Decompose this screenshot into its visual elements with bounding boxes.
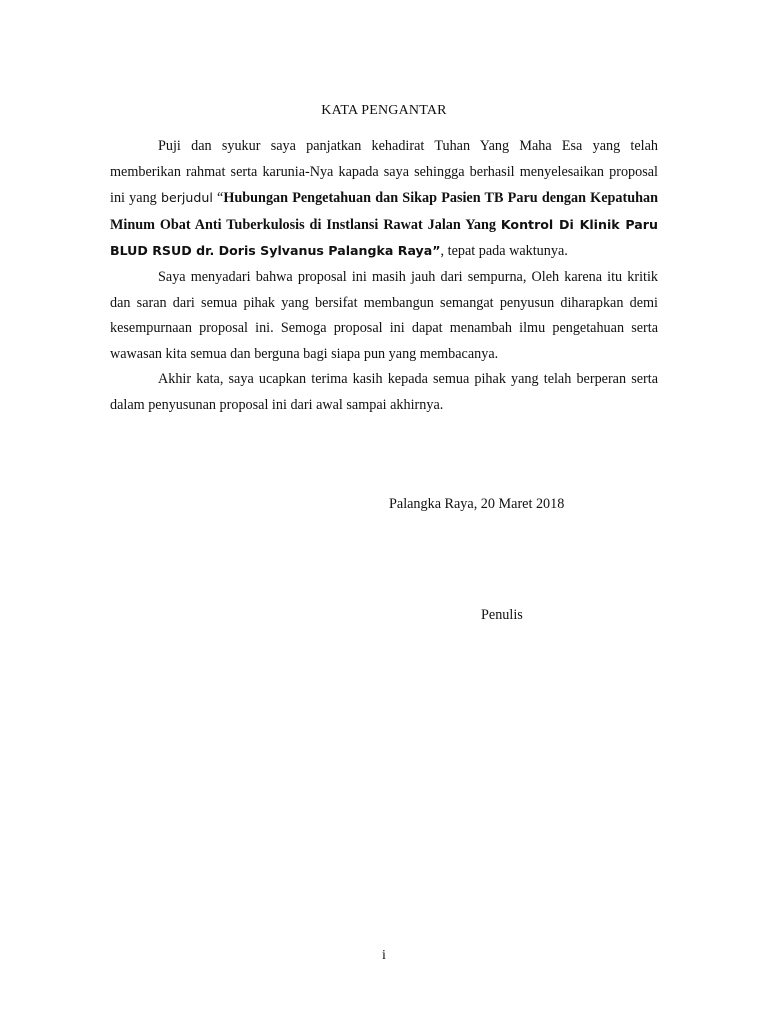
place-date: Palangka Raya, 20 Maret 2018 bbox=[389, 496, 565, 512]
paragraph-1-text-a: Puji dan syukur saya panjatkan kehadirat Tuhan Yang Maha Esa yang telah memberikan rahmat serta karunia-Nya kapada saya sehingga berhasil menyelesaikan proposal ini yang bbox=[110, 138, 658, 207]
paragraph-3: Akhir kata, saya ucapkan terima kasih kepada semua pihak yang telah berperan serta dalam penyusunan proposal ini dari awal sampai akhirnya. bbox=[110, 371, 658, 413]
document-body bbox=[110, 134, 658, 419]
paragraph-1-text-d: , tepat pada waktunya. bbox=[440, 243, 568, 260]
author-signature: Penulis bbox=[481, 607, 523, 623]
paragraph-1 bbox=[110, 134, 658, 265]
paragraph-2: Saya menyadari bahwa proposal ini masih jauh dari sempurna, Oleh karena itu kritik dan saran dari semua pihak yang bersifat membangun semangat penyusun diharapkan demi kesempurnaan proposal ini. Semoga proposal ini dapat menambah ilmu pengetahuan serta wawasan kita semua dan berguna bagi siapa pun yang membacanya. bbox=[110, 268, 658, 362]
proposal-title-part-a: Hubungan Pengetahuan dan Sikap Pasien TB Paru dengan Kepatuhan Minum Obat Anti Tuberkulosis di Instlansi Rawat Jalan Yang bbox=[110, 190, 658, 233]
paragraph-1-text-b: berjudul bbox=[160, 190, 213, 206]
page-number: i bbox=[382, 948, 386, 963]
page-title: KATA PENGANTAR bbox=[321, 103, 447, 118]
proposal-title-part-b: Kontrol Di Klinik Paru BLUD RSUD dr. Doris Sylvanus Palangka Raya” bbox=[110, 216, 658, 259]
paragraph-1-text-c: “ bbox=[212, 190, 224, 207]
